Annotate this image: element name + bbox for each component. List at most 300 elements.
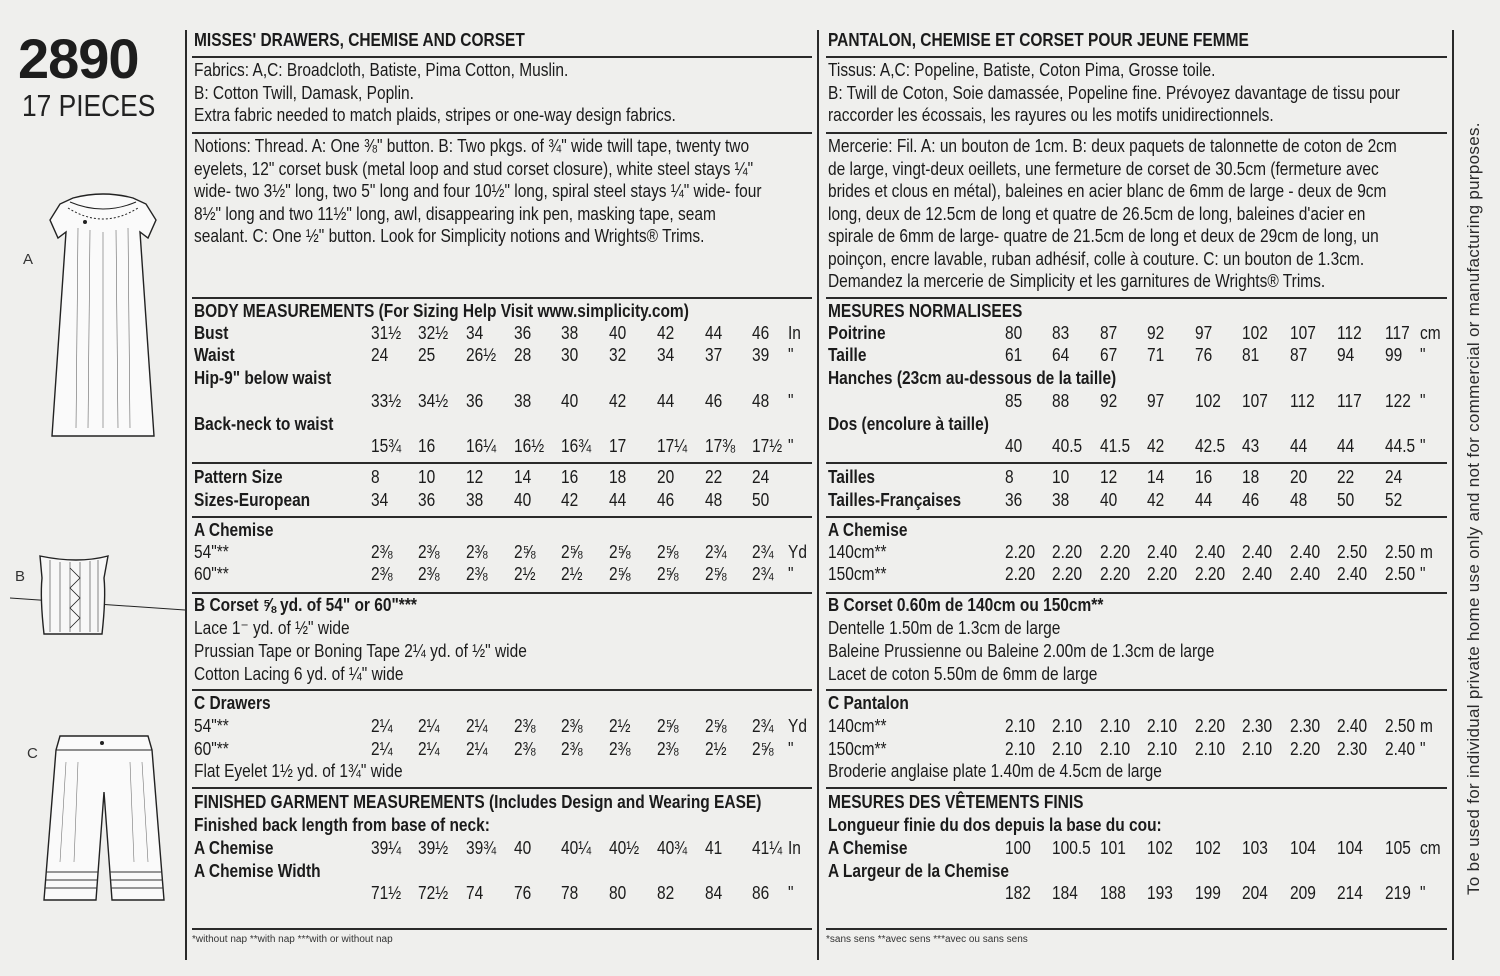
bust-value: 97 <box>1195 323 1213 343</box>
yardage-c54-value: 2¼ <box>418 716 440 736</box>
yardage-c60-value: 2.10 <box>1052 739 1083 759</box>
fabrics-line: B: Twill de Coton, Soie damassée, Popeline fine. Prévoyez davantage de tissu pour <box>828 82 1400 103</box>
yardage-c60-value: 2.20 <box>1290 739 1321 759</box>
yardage-a54-value: 2.50 <box>1337 542 1368 562</box>
back-value: 16¾ <box>561 436 592 456</box>
section-rule <box>192 516 812 518</box>
finished-length-label: A Chemise <box>194 838 274 858</box>
waist-value: 28 <box>514 345 532 365</box>
bust-label: Poitrine <box>828 323 886 343</box>
hip-value: 122 <box>1385 391 1411 411</box>
yardage-a60-value: 2⅜ <box>371 564 393 584</box>
yardage-a60-value: 2.20 <box>1147 564 1178 584</box>
notions-line: poinçon, encre lavable, ruban adhésif, colle à couture. C: un bouton de 1.3cm. <box>828 248 1365 269</box>
section-rule <box>826 928 1447 930</box>
hip-value: 34½ <box>418 391 449 411</box>
pattern-size-value: 20 <box>1290 467 1308 487</box>
view-a-title: A Chemise <box>828 520 908 540</box>
back-value: 16¼ <box>466 436 497 456</box>
notions-line: de large, vingt-deux oeillets, une fermeture de corset de 30.5cm (fermeture avec <box>828 158 1379 179</box>
bust-value: 36 <box>514 323 532 343</box>
yardage-c54-value: 2⅜ <box>514 716 536 736</box>
chemise-width-value: 71½ <box>371 883 402 903</box>
back-value: 44.5 <box>1385 436 1416 456</box>
yardage-label: 140cm** <box>828 542 887 562</box>
hip-value: " <box>1420 391 1426 411</box>
yardage-c54-value: 2⅝ <box>705 716 727 736</box>
yardage-c60-value: 2⅜ <box>514 739 536 759</box>
yardage-a60-value: 2⅝ <box>705 564 727 584</box>
yardage-c60-value: 2⅜ <box>657 739 679 759</box>
yardage-label: 150cm** <box>828 564 887 584</box>
pattern-size-value: 18 <box>609 467 627 487</box>
yardage-c54-value: 2¼ <box>371 716 393 736</box>
european-size-value: 36 <box>418 490 436 510</box>
notions-line: spirale de 6mm de large- quatre de 21.5cm de long et deux de 29cm de long, un <box>828 226 1379 246</box>
waist-label: Taille <box>828 345 867 365</box>
yardage-a60-value: 2½ <box>561 564 583 584</box>
yardage-c60-value: 2.10 <box>1195 739 1226 759</box>
finished-length-value: 104 <box>1337 838 1363 858</box>
view-b-label: B <box>15 568 26 585</box>
yardage-c54-value: 2½ <box>609 716 631 736</box>
hip-value: 85 <box>1005 391 1023 411</box>
chemise-width-value: 84 <box>705 883 723 903</box>
back-value: 15¾ <box>371 436 402 456</box>
waist-value: 94 <box>1337 345 1355 365</box>
waist-value: 87 <box>1290 345 1308 365</box>
back-value: 40 <box>1005 436 1023 456</box>
pattern-size-label: Tailles <box>828 467 876 487</box>
hip-value: 92 <box>1100 391 1118 411</box>
yardage-c60-value: 2⅜ <box>561 739 583 759</box>
back-value: 42 <box>1147 436 1165 456</box>
back-value: 17⅜ <box>705 436 736 456</box>
yardage-a54-value: 2⅜ <box>418 542 440 562</box>
finished-back-length-label: Longueur finie du dos depuis la base du cou: <box>828 815 1162 835</box>
yardage-c54-value: Yd <box>788 716 807 736</box>
yardage-a60-value: 2⅝ <box>657 564 679 584</box>
divider <box>817 30 819 960</box>
finished-length-value: 102 <box>1147 838 1173 858</box>
view-b-line: Lacet de coton 5.50m de 6mm de large <box>828 664 1098 684</box>
bust-value: 102 <box>1242 323 1268 343</box>
yardage-label: 150cm** <box>828 739 887 759</box>
european-size-value: 34 <box>371 490 389 510</box>
yardage-c60-value: 2¼ <box>418 739 440 759</box>
waist-value: 99 <box>1385 345 1403 365</box>
yardage-a60-value: 2.20 <box>1005 564 1036 584</box>
waist-value: 34 <box>657 345 675 365</box>
yardage-c60-value: 2.10 <box>1147 739 1178 759</box>
finished-measurements-title: FINISHED GARMENT MEASUREMENTS (Includes Design and Wearing EASE) <box>194 792 762 812</box>
chemise-drawing <box>28 168 178 444</box>
yardage-c54-value: 2.40 <box>1337 716 1368 736</box>
yardage-c60-value: 2.10 <box>1005 739 1036 759</box>
yardage-c54-value: 2.10 <box>1005 716 1036 736</box>
chemise-width-value: 204 <box>1242 883 1268 903</box>
section-rule <box>826 689 1447 691</box>
waist-value: " <box>1420 345 1426 365</box>
yardage-a54-value: 2⅝ <box>657 542 679 562</box>
finished-length-value: In <box>788 838 801 858</box>
chemise-width-value: 199 <box>1195 883 1221 903</box>
finished-length-value: 101 <box>1100 838 1126 858</box>
section-rule <box>826 462 1447 464</box>
yardage-a54-value: 2.20 <box>1005 542 1036 562</box>
yardage-c60-value: 2⅜ <box>609 739 631 759</box>
waist-value: 39 <box>752 345 770 365</box>
section-rule <box>826 132 1447 134</box>
hip-value: 40 <box>561 391 579 411</box>
yardage-c60-value: 2½ <box>705 739 727 759</box>
yardage-c54-value: 2¾ <box>752 716 774 736</box>
pattern-size-value: 10 <box>1052 467 1070 487</box>
bust-value: 31½ <box>371 323 402 343</box>
section-rule <box>826 592 1447 594</box>
yardage-a54-value: 2.50 <box>1385 542 1416 562</box>
finished-length-value: 39¾ <box>466 838 497 858</box>
waist-label: Waist <box>194 345 235 365</box>
pattern-size-label: Pattern Size <box>194 467 283 487</box>
finished-length-value: 39½ <box>418 838 449 858</box>
european-size-value: 50 <box>752 490 770 510</box>
waist-value: 67 <box>1100 345 1118 365</box>
pattern-size-value: 18 <box>1242 467 1260 487</box>
view-b-line: Baleine Prussienne ou Baleine 2.00m de 1.3cm de large <box>828 641 1215 661</box>
yardage-a60-value: 2⅝ <box>609 564 631 584</box>
chemise-width-value: 74 <box>466 883 484 903</box>
european-size-value: 50 <box>1337 490 1355 510</box>
pattern-size-value: 22 <box>1337 467 1355 487</box>
back-value: 16 <box>418 436 436 456</box>
chemise-width-label: A Largeur de la Chemise <box>828 861 1009 881</box>
view-c-title: C Drawers <box>194 693 271 713</box>
yardage-a54-value: 2⅜ <box>466 542 488 562</box>
chemise-width-value: 72½ <box>418 883 449 903</box>
european-size-value: 42 <box>1147 490 1165 510</box>
notions-line: wide- two 3½" long, two 5" long and four 10½" long, spiral steel stays ¼" wide- four <box>194 181 762 201</box>
yardage-c54-value: 2¼ <box>466 716 488 736</box>
yardage-c54-value: 2.30 <box>1242 716 1273 736</box>
view-b-line: Prussian Tape or Boning Tape 2¼ yd. of ½" wide <box>194 641 527 661</box>
notions-line: Demandez la mercerie de Simplicity et les garnitures de Wrights® Trims. <box>828 271 1326 291</box>
pattern-size-value: 8 <box>1005 467 1014 487</box>
back-value: " <box>1420 436 1426 456</box>
yardage-a54-value: 2¾ <box>705 542 727 562</box>
yardage-a60-value: 2.20 <box>1052 564 1083 584</box>
bust-value: 92 <box>1147 323 1165 343</box>
fabrics-line: Fabrics: A,C: Broadcloth, Batiste, Pima Cotton, Muslin. <box>194 60 569 80</box>
yardage-a60-value: 2.20 <box>1100 564 1131 584</box>
yardage-c54-value: 2.20 <box>1195 716 1226 736</box>
corset-drawing <box>10 548 185 642</box>
chemise-width-value: 80 <box>609 883 627 903</box>
european-size-label: Tailles-Françaises <box>828 490 962 510</box>
back-value: 43 <box>1242 436 1260 456</box>
chemise-width-value: 209 <box>1290 883 1316 903</box>
chemise-width-value: 184 <box>1052 883 1078 903</box>
chemise-width-value: 188 <box>1100 883 1126 903</box>
chemise-width-value: 219 <box>1385 883 1411 903</box>
european-size-value: 36 <box>1005 490 1023 510</box>
back-value: " <box>788 436 794 456</box>
finished-length-value: 40¾ <box>657 838 688 858</box>
divider <box>185 30 187 960</box>
section-rule <box>192 132 812 134</box>
fabrics-line: B: Cotton Twill, Damask, Poplin. <box>194 82 414 103</box>
hip-value: 112 <box>1290 391 1315 411</box>
bust-label: Bust <box>194 323 229 343</box>
footnote: *without nap **with nap ***with or without nap <box>192 934 393 945</box>
notions-line: Mercerie: Fil. A: un bouton de 1cm. B: deux paquets de talonnette de coton de 2cm <box>828 136 1397 156</box>
finished-length-value: cm <box>1420 838 1441 858</box>
european-size-value: 42 <box>561 490 579 510</box>
bust-value: 32½ <box>418 323 449 343</box>
yardage-a60-value: 2½ <box>514 564 536 584</box>
yardage-c54-value: 2.50 <box>1385 716 1416 736</box>
chemise-width-value: 182 <box>1005 883 1031 903</box>
yardage-c54-value: 2.10 <box>1052 716 1083 736</box>
yardage-a60-value: 2⅜ <box>418 564 440 584</box>
view-c-label: C <box>27 745 38 762</box>
view-b-line: B Corset 0.60m de 140cm ou 150cm** <box>828 595 1104 615</box>
hip-value: 48 <box>752 391 770 411</box>
pattern-number: 2890 <box>18 27 139 90</box>
chemise-width-value: 82 <box>657 883 675 903</box>
yardage-a60-value: 2.40 <box>1337 564 1368 584</box>
section-rule <box>826 56 1447 58</box>
yardage-label: 140cm** <box>828 716 887 736</box>
view-a-label: A <box>23 251 34 268</box>
european-size-value: 46 <box>657 490 675 510</box>
yardage-a54-value: Yd <box>788 542 807 562</box>
finished-length-value: 103 <box>1242 838 1268 858</box>
pattern-size-value: 14 <box>514 467 532 487</box>
section-rule <box>192 928 812 930</box>
european-size-label: Sizes-European <box>194 490 311 510</box>
notions-line: 8½" long and two 11½" long, awl, disappearing ink pen, masking tape, seam <box>194 203 716 224</box>
pattern-size-value: 20 <box>657 467 675 487</box>
yardage-c60-value: 2¼ <box>466 739 488 759</box>
yardage-c60-value: " <box>788 739 794 759</box>
section-rule <box>192 462 812 464</box>
back-value: 17 <box>609 436 627 456</box>
bust-value: 80 <box>1005 323 1023 343</box>
finished-length-value: 41¼ <box>752 838 783 858</box>
finished-length-value: 100 <box>1005 838 1031 858</box>
back-label: Back-neck to waist <box>194 414 334 434</box>
yardage-a54-value: 2.40 <box>1195 542 1226 562</box>
chemise-width-value: 193 <box>1147 883 1173 903</box>
hip-value: 44 <box>657 391 675 411</box>
yardage-a54-value: 2⅝ <box>514 542 536 562</box>
yardage-a54-value: 2⅝ <box>609 542 631 562</box>
hip-value: 102 <box>1195 391 1221 411</box>
pattern-size-value: 22 <box>705 467 723 487</box>
yardage-c60-value: " <box>1420 739 1426 759</box>
chemise-width-label: A Chemise Width <box>194 861 321 881</box>
back-value: 44 <box>1337 436 1355 456</box>
piece-count: 17 PIECES <box>22 88 156 123</box>
notions-line: long, deux de 12.5cm de long et quatre de 26.5cm de long, baleines d'acier en <box>828 203 1366 224</box>
section-rule <box>192 689 812 691</box>
back-value: 41.5 <box>1100 436 1131 456</box>
yardage-c60-value: 2⅝ <box>752 739 774 759</box>
bust-value: 42 <box>657 323 675 343</box>
bust-value: 34 <box>466 323 484 343</box>
waist-value: 24 <box>371 345 389 365</box>
fabrics-line: Extra fabric needed to match plaids, stripes or one-way design fabrics. <box>194 105 676 125</box>
yardage-a54-value: m <box>1420 542 1433 562</box>
notions-line: sealant. C: One ½" button. Look for Simplicity notions and Wrights® Trims. <box>194 226 705 246</box>
chemise-width-value: " <box>1420 883 1426 903</box>
hip-label: Hip-9" below waist <box>194 368 332 388</box>
european-size-value: 40 <box>1100 490 1118 510</box>
bust-value: 46 <box>752 323 770 343</box>
yardage-a54-value: 2¾ <box>752 542 774 562</box>
bust-value: cm <box>1420 323 1441 343</box>
finished-length-value: 41 <box>705 838 723 858</box>
body-measurements-title: BODY MEASUREMENTS (For Sizing Help Visit www.simplicity.com) <box>194 301 689 321</box>
pattern-size-value: 16 <box>1195 467 1213 487</box>
view-a-title: A Chemise <box>194 520 274 540</box>
waist-value: 30 <box>561 345 579 365</box>
finished-length-value: 104 <box>1290 838 1316 858</box>
back-value: 42.5 <box>1195 436 1226 456</box>
yardage-a60-value: " <box>788 564 794 584</box>
pattern-size-value: 10 <box>418 467 436 487</box>
yardage-a60-value: " <box>1420 564 1426 584</box>
back-value: 44 <box>1290 436 1308 456</box>
hip-label: Hanches (23cm au-dessous de la taille) <box>828 368 1117 388</box>
european-size-value: 46 <box>1242 490 1260 510</box>
hip-value: " <box>788 391 794 411</box>
yardage-c60-value: 2.30 <box>1337 739 1368 759</box>
hip-value: 97 <box>1147 391 1165 411</box>
waist-value: 32 <box>609 345 627 365</box>
waist-value: 37 <box>705 345 723 365</box>
section-rule <box>826 516 1447 518</box>
section-rule <box>192 297 812 299</box>
european-size-value: 38 <box>466 490 484 510</box>
bust-value: In <box>788 323 801 343</box>
body-measurements-title: MESURES NORMALISEES <box>828 301 1023 321</box>
view-b-line: B Corset ⅝ yd. of 54" or 60"*** <box>194 595 417 615</box>
notions-line: eyelets, 12" corset busk (metal loop and stud corset closure), white steel stays ¼" <box>194 158 754 179</box>
yardage-a54-value: 2.40 <box>1147 542 1178 562</box>
yardage-c60-value: 2¼ <box>371 739 393 759</box>
section-rule <box>192 592 812 594</box>
european-size-value: 44 <box>609 490 627 510</box>
yardage-a54-value: 2⅝ <box>561 542 583 562</box>
yardage-a60-value: 2.20 <box>1195 564 1226 584</box>
waist-value: 81 <box>1242 345 1260 365</box>
finished-length-label: A Chemise <box>828 838 908 858</box>
yardage-c54-value: m <box>1420 716 1433 736</box>
section-rule <box>192 56 812 58</box>
pattern-size-value: 12 <box>1100 467 1118 487</box>
chemise-width-value: 76 <box>514 883 532 903</box>
back-value: 17½ <box>752 436 783 456</box>
yardage-c60-value: 2.10 <box>1242 739 1273 759</box>
finished-back-length-label: Finished back length from base of neck: <box>194 815 490 835</box>
yardage-a60-value: 2.40 <box>1242 564 1273 584</box>
view-c-title: C Pantalon <box>828 693 909 713</box>
yardage-label: 60"** <box>194 739 229 759</box>
back-value: 17¼ <box>657 436 688 456</box>
flat-eyelet-line: Flat Eyelet 1½ yd. of 1¾" wide <box>194 761 403 781</box>
finished-length-value: 40 <box>514 838 532 858</box>
hip-value: 46 <box>705 391 723 411</box>
section-rule <box>192 787 812 789</box>
divider <box>1452 30 1454 960</box>
european-size-value: 38 <box>1052 490 1070 510</box>
bust-value: 38 <box>561 323 579 343</box>
bust-value: 40 <box>609 323 627 343</box>
bust-value: 44 <box>705 323 723 343</box>
waist-value: 64 <box>1052 345 1070 365</box>
hip-value: 117 <box>1337 391 1362 411</box>
finished-length-value: 100.5 <box>1052 838 1091 858</box>
yardage-a54-value: 2.20 <box>1052 542 1083 562</box>
yardage-a60-value: 2¾ <box>752 564 774 584</box>
finished-measurements-title: MESURES DES VÊTEMENTS FINIS <box>828 792 1084 812</box>
yardage-a54-value: 2.20 <box>1100 542 1131 562</box>
drawers-drawing <box>42 732 166 904</box>
european-size-value: 44 <box>1195 490 1213 510</box>
pattern-size-value: 16 <box>561 467 579 487</box>
hip-value: 33½ <box>371 391 402 411</box>
view-b-line: Lace 1⁻ yd. of ½" wide <box>194 618 350 638</box>
notions-line: brides et clous en métal), baleines en acier blanc de 6mm de large - deux de 9cm <box>828 181 1387 201</box>
bust-value: 112 <box>1337 323 1362 343</box>
chemise-width-value: 78 <box>561 883 579 903</box>
bust-value: 107 <box>1290 323 1316 343</box>
section-title: MISSES' DRAWERS, CHEMISE AND CORSET <box>194 30 525 50</box>
section-rule <box>826 787 1447 789</box>
yardage-c54-value: 2⅜ <box>561 716 583 736</box>
yardage-a54-value: 2.40 <box>1290 542 1321 562</box>
european-size-value: 52 <box>1385 490 1403 510</box>
fabrics-line: raccorder les écossais, les rayures ou les motifs unidirectionnels. <box>828 105 1274 125</box>
back-value: 16½ <box>514 436 545 456</box>
notions-line: Notions: Thread. A: One ⅜" button. B: Two pkgs. of ¾" wide twill tape, twenty two <box>194 136 750 156</box>
hip-value: 36 <box>466 391 484 411</box>
section-rule <box>826 297 1447 299</box>
yardage-c60-value: 2.10 <box>1100 739 1131 759</box>
chemise-width-value: 86 <box>752 883 770 903</box>
yardage-label: 54"** <box>194 716 229 736</box>
finished-length-value: 40¼ <box>561 838 592 858</box>
finished-length-value: 40½ <box>609 838 640 858</box>
footnote: *sans sens **avec sens ***avec ou sans sens <box>826 934 1028 945</box>
flat-eyelet-line: Broderie anglaise plate 1.40m de 4.5cm de large <box>828 761 1162 781</box>
bust-value: 117 <box>1385 323 1410 343</box>
waist-value: 71 <box>1147 345 1165 365</box>
waist-value: 76 <box>1195 345 1213 365</box>
hip-value: 42 <box>609 391 627 411</box>
yardage-c54-value: 2.10 <box>1147 716 1178 736</box>
pattern-size-value: 14 <box>1147 467 1165 487</box>
european-size-value: 40 <box>514 490 532 510</box>
yardage-a54-value: 2.40 <box>1242 542 1273 562</box>
pattern-size-value: 12 <box>466 467 484 487</box>
european-size-value: 48 <box>1290 490 1308 510</box>
european-size-value: 48 <box>705 490 723 510</box>
chemise-width-value: 214 <box>1337 883 1363 903</box>
yardage-c54-value: 2⅝ <box>657 716 679 736</box>
